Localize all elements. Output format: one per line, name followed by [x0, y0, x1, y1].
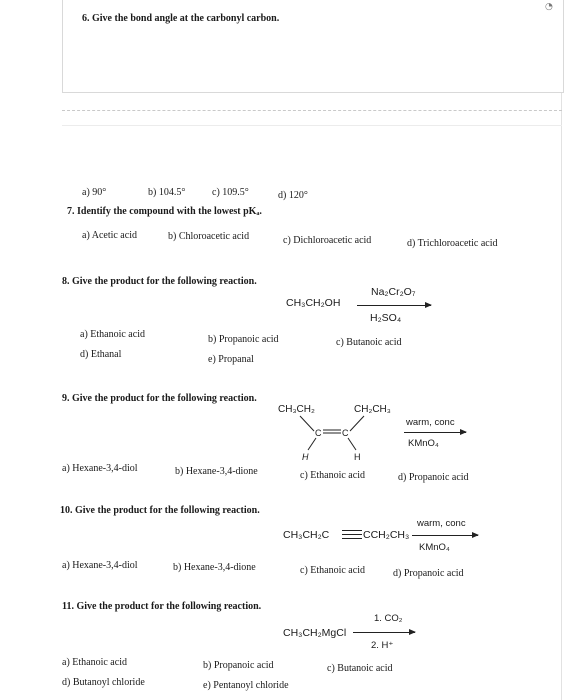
q8-reactant: CH₃CH₂OH	[286, 297, 341, 309]
q9-reagent-top: warm, conc	[406, 417, 455, 428]
q11-option-a[interactable]: a) Ethanoic acid	[62, 657, 127, 668]
q9-atom-c2: C	[342, 428, 349, 438]
q9-option-d[interactable]: d) Propanoic acid	[398, 472, 469, 483]
q8-option-d[interactable]: d) Ethanal	[80, 349, 122, 360]
q6-option-b[interactable]: b) 104.5°	[148, 187, 186, 198]
q9-reaction-arrow	[404, 432, 466, 433]
q11-reactant: CH₃CH₂MgCl	[283, 627, 347, 639]
q8-reaction-arrow	[357, 305, 431, 306]
question-6-text: 6. Give the bond angle at the carbonyl carbon.	[82, 13, 280, 24]
q7-option-a[interactable]: a) Acetic acid	[82, 230, 137, 241]
q8-option-a[interactable]: a) Ethanoic acid	[80, 329, 145, 340]
q11-option-c[interactable]: c) Butanoic acid	[327, 663, 393, 674]
q10-option-d[interactable]: d) Propanoic acid	[393, 568, 464, 579]
q11-reagent-top: 1. CO₂	[374, 613, 403, 624]
q11-reagent-bottom: 2. H⁺	[371, 640, 394, 651]
question-8-text: 8. Give the product for the following reaction.	[62, 276, 257, 287]
q9-option-b[interactable]: b) Hexane-3,4-dione	[175, 466, 258, 477]
q10-reagent-top: warm, conc	[417, 518, 466, 529]
q11-option-d[interactable]: d) Butanoyl chloride	[62, 677, 145, 688]
q7-option-c[interactable]: c) Dichloroacetic acid	[283, 235, 372, 246]
q9-group-right: CH₂CH₃	[354, 404, 391, 415]
q11-option-b[interactable]: b) Propanoic acid	[203, 660, 274, 671]
question-10-text: 10. Give the product for the following reaction.	[60, 505, 260, 516]
q6-option-a[interactable]: a) 90°	[82, 187, 107, 198]
q8-option-e[interactable]: e) Propanal	[208, 354, 254, 365]
q10-reactant-left: CH₃CH₂C	[283, 529, 330, 541]
q11-option-e[interactable]: e) Pentanoyl chloride	[203, 680, 289, 691]
q9-option-c[interactable]: c) Ethanoic acid	[300, 470, 365, 481]
q9-atom-c1: C	[315, 428, 322, 438]
q9-option-a[interactable]: a) Hexane-3,4-diol	[62, 463, 138, 474]
q8-option-c[interactable]: c) Butanoic acid	[336, 337, 402, 348]
q9-h-right: H	[354, 452, 361, 462]
q7-option-b[interactable]: b) Chloroacetic acid	[168, 231, 250, 242]
q10-option-b[interactable]: b) Hexane-3,4-dione	[173, 562, 256, 573]
page-right-border	[561, 0, 562, 700]
q9-reagent-bottom: KMnO₄	[408, 438, 439, 449]
q8-reagent-bottom: H₂SO₄	[370, 312, 402, 324]
q10-triple-bond	[342, 530, 362, 539]
q10-option-a[interactable]: a) Hexane-3,4-diol	[62, 560, 138, 571]
q9-h-left: H	[302, 452, 309, 462]
corner-icon: ◔	[545, 2, 553, 12]
q7-option-d[interactable]: d) Trichloroacetic acid	[407, 238, 498, 249]
question-9-text: 9. Give the product for the following reaction.	[62, 393, 257, 404]
q9-alkene-structure	[278, 398, 408, 466]
q9-group-left: CH₃CH₂	[278, 404, 315, 415]
q6-option-d[interactable]: d) 120°	[278, 190, 308, 201]
q10-reagent-bottom: KMnO₄	[419, 542, 450, 553]
q10-option-c[interactable]: c) Ethanoic acid	[300, 565, 365, 576]
question-11-text: 11. Give the product for the following reaction.	[62, 601, 262, 612]
q8-reagent-top: Na₂Cr₂O₇	[371, 286, 416, 298]
q6-option-c[interactable]: c) 109.5°	[212, 187, 249, 198]
q10-reaction-arrow	[412, 535, 478, 536]
q8-option-b[interactable]: b) Propanoic acid	[208, 334, 279, 345]
dashed-divider	[62, 110, 562, 111]
q11-reaction-arrow	[353, 632, 415, 633]
faint-divider	[62, 125, 562, 126]
question-7-text: 7. Identify the compound with the lowest pKₐ.	[67, 206, 262, 217]
q10-reactant-right: CCH₂CH₃	[363, 529, 410, 541]
